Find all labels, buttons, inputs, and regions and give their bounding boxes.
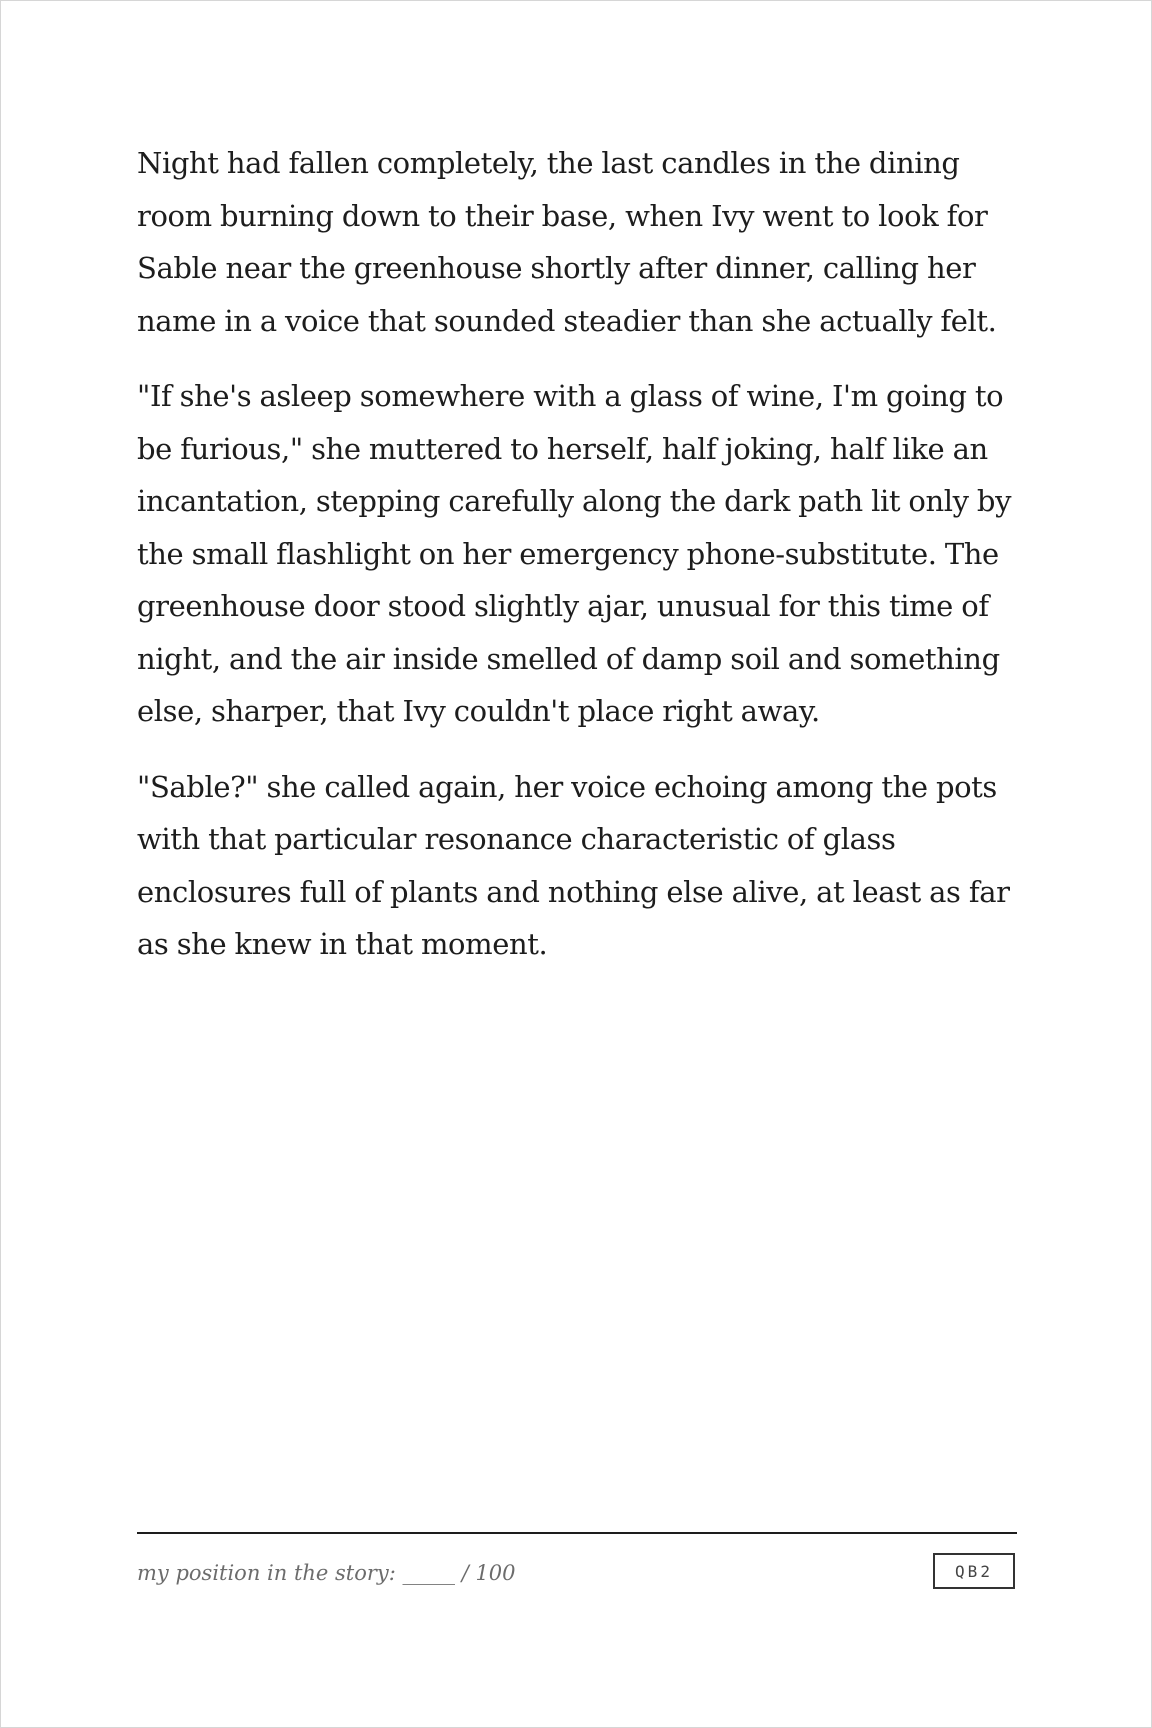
story-paragraph-3: "Sable?" she called again, her voice echoing among the pots with that particular resonance characteristic of glass enclosures full of plants and nothing else alive, at least as far as she knew in that moment.: [137, 769, 1010, 961]
story-paragraph-2: "If she's asleep somewhere with a glass of wine, I'm going to be furious," she muttered to herself, half joking, half like an incantation, stepping carefully along the dark path lit only by the small flashlight on her emergency phone-substitute. The greenhouse door stood slightly ajar, unusual for this time of night, and the air inside smelled of damp soil and something else, sharper, that Ivy couldn't place right away.: [137, 379, 1012, 728]
footer-divider: [137, 1532, 1017, 1534]
story-position-prompt: my position in the story: _____ / 100: [137, 1561, 516, 1585]
story-paragraph-1: Night had fallen completely, the last candles in the dining room burning down to their base, when Ivy went to look for Sable near the greenhouse shortly after dinner, calling her name in a voice that sounded steadier than she actually felt.: [137, 146, 997, 338]
page-code-badge: QB2: [933, 1553, 1015, 1589]
story-text: [137, 137, 1017, 994]
